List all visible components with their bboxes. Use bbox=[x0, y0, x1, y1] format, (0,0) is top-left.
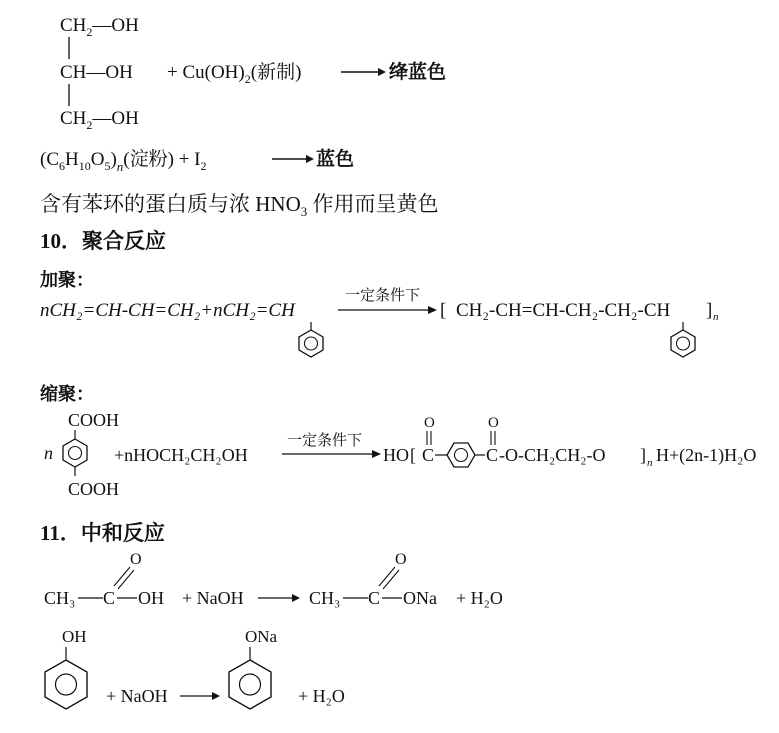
section-title: 中和反应 bbox=[80, 521, 165, 545]
product-bracket-close: ] bbox=[640, 445, 646, 465]
bond-line bbox=[383, 570, 399, 589]
addition-bracket-open: [ bbox=[440, 300, 447, 321]
addition-n: n bbox=[713, 311, 719, 323]
section-number: 10． bbox=[40, 229, 82, 253]
arrow-head bbox=[212, 692, 220, 700]
section-title: 聚合反应 bbox=[82, 229, 166, 253]
acetic-oh: OH bbox=[138, 588, 164, 608]
condensation-condition: 一定条件下 bbox=[287, 433, 363, 449]
glycerol-reaction bbox=[0, 0, 779, 140]
cooh-bottom: COOH bbox=[68, 479, 120, 499]
section-10-heading bbox=[40, 225, 166, 255]
glycerol-c2: CH—OH bbox=[60, 62, 133, 83]
acetate-ona: ONa bbox=[403, 588, 437, 608]
phenol-oh: OH bbox=[62, 627, 87, 646]
addition-polymerization bbox=[0, 284, 779, 364]
product-c1: C bbox=[422, 445, 435, 465]
protein-text: 含有苯环的蛋白质与浓 HNO bbox=[40, 192, 301, 216]
arrow-head bbox=[378, 68, 386, 76]
acetic-c: C bbox=[103, 588, 116, 608]
benzene-ring-icon bbox=[45, 660, 87, 709]
glycerol-formula bbox=[0, 0, 779, 140]
arrow-head bbox=[306, 155, 314, 163]
benzene-ring-icon bbox=[229, 660, 271, 709]
product-o2: O bbox=[488, 415, 499, 431]
protein-line bbox=[40, 188, 439, 220]
glycerol-c3: $CH_2—OH$ bbox=[60, 108, 139, 132]
cooh-top: COOH bbox=[68, 410, 120, 430]
addition-bracket-close: ] bbox=[706, 300, 713, 321]
arrow-head bbox=[428, 306, 437, 314]
glycerol-product: 绛蓝色 bbox=[389, 62, 447, 83]
condensation-label: 缩聚： bbox=[40, 384, 94, 405]
acetate-c: C bbox=[368, 588, 381, 608]
benzene-ring-icon bbox=[671, 330, 695, 357]
product-chain: -O-CH₂CH₂-O bbox=[499, 445, 606, 465]
acetate-o-top: O bbox=[395, 551, 407, 568]
arrow-head bbox=[372, 450, 381, 458]
benzene-ring-icon bbox=[299, 330, 323, 357]
phenol-reaction bbox=[0, 620, 779, 728]
arrow-head bbox=[292, 594, 300, 602]
bond-line bbox=[114, 567, 130, 586]
starch-product: 蓝色 bbox=[316, 149, 355, 170]
benzene-ring-icon bbox=[447, 443, 475, 467]
acetic-acid-reaction bbox=[0, 550, 779, 620]
product-n: n bbox=[647, 457, 653, 469]
naoh-reagent-2: + NaOH bbox=[106, 686, 168, 706]
diol-reagent: +nHOCH₂CH₂OH bbox=[114, 445, 248, 465]
acetic-ch3: CH₃ bbox=[44, 588, 76, 608]
starch-formula: $(C_6H_{10}O_5)_n$(淀粉) + $I_2$ bbox=[40, 149, 207, 174]
acetate-ch3: CH₃ bbox=[309, 588, 341, 608]
product-o1: O bbox=[424, 415, 435, 431]
section-number: 11． bbox=[40, 521, 81, 545]
product-bracket-open: [ bbox=[410, 445, 416, 465]
addition-right: CH₂-CH=CH-CH₂-CH₂-CH bbox=[456, 300, 671, 321]
condensation-n: n bbox=[44, 443, 53, 463]
cuoh2-reagent: + $Cu(OH)_2$(新制) bbox=[167, 62, 302, 86]
bond-line bbox=[379, 567, 395, 586]
product-c2: C bbox=[486, 445, 499, 465]
addition-left: nCH₂=CH-CH=CH₂+nCH₂=CH bbox=[40, 300, 295, 321]
acetic-o-top: O bbox=[130, 551, 142, 568]
addition-label: 加聚： bbox=[40, 270, 94, 291]
section-11-heading bbox=[40, 517, 165, 547]
protein-text-end: 作用而呈黄色 bbox=[307, 192, 439, 216]
product-ho: HO bbox=[383, 445, 409, 465]
naoh-reagent: + NaOH bbox=[182, 588, 244, 608]
condensation-polymerization bbox=[0, 403, 779, 511]
bond-line bbox=[118, 570, 134, 589]
starch-reaction bbox=[0, 140, 779, 180]
product-tail: H+(2n-1)H₂O bbox=[656, 445, 757, 465]
benzene-ring-icon bbox=[63, 439, 87, 467]
protein-sub: 3 bbox=[300, 204, 308, 220]
addition-condition: 一定条件下 bbox=[345, 288, 421, 304]
phenoxide-ona: ONa bbox=[245, 627, 278, 646]
glycerol-c1: $CH_2—OH$ bbox=[60, 15, 139, 39]
acetic-byproduct: + H₂O bbox=[456, 588, 503, 608]
phenol-byproduct: + H₂O bbox=[298, 686, 345, 706]
